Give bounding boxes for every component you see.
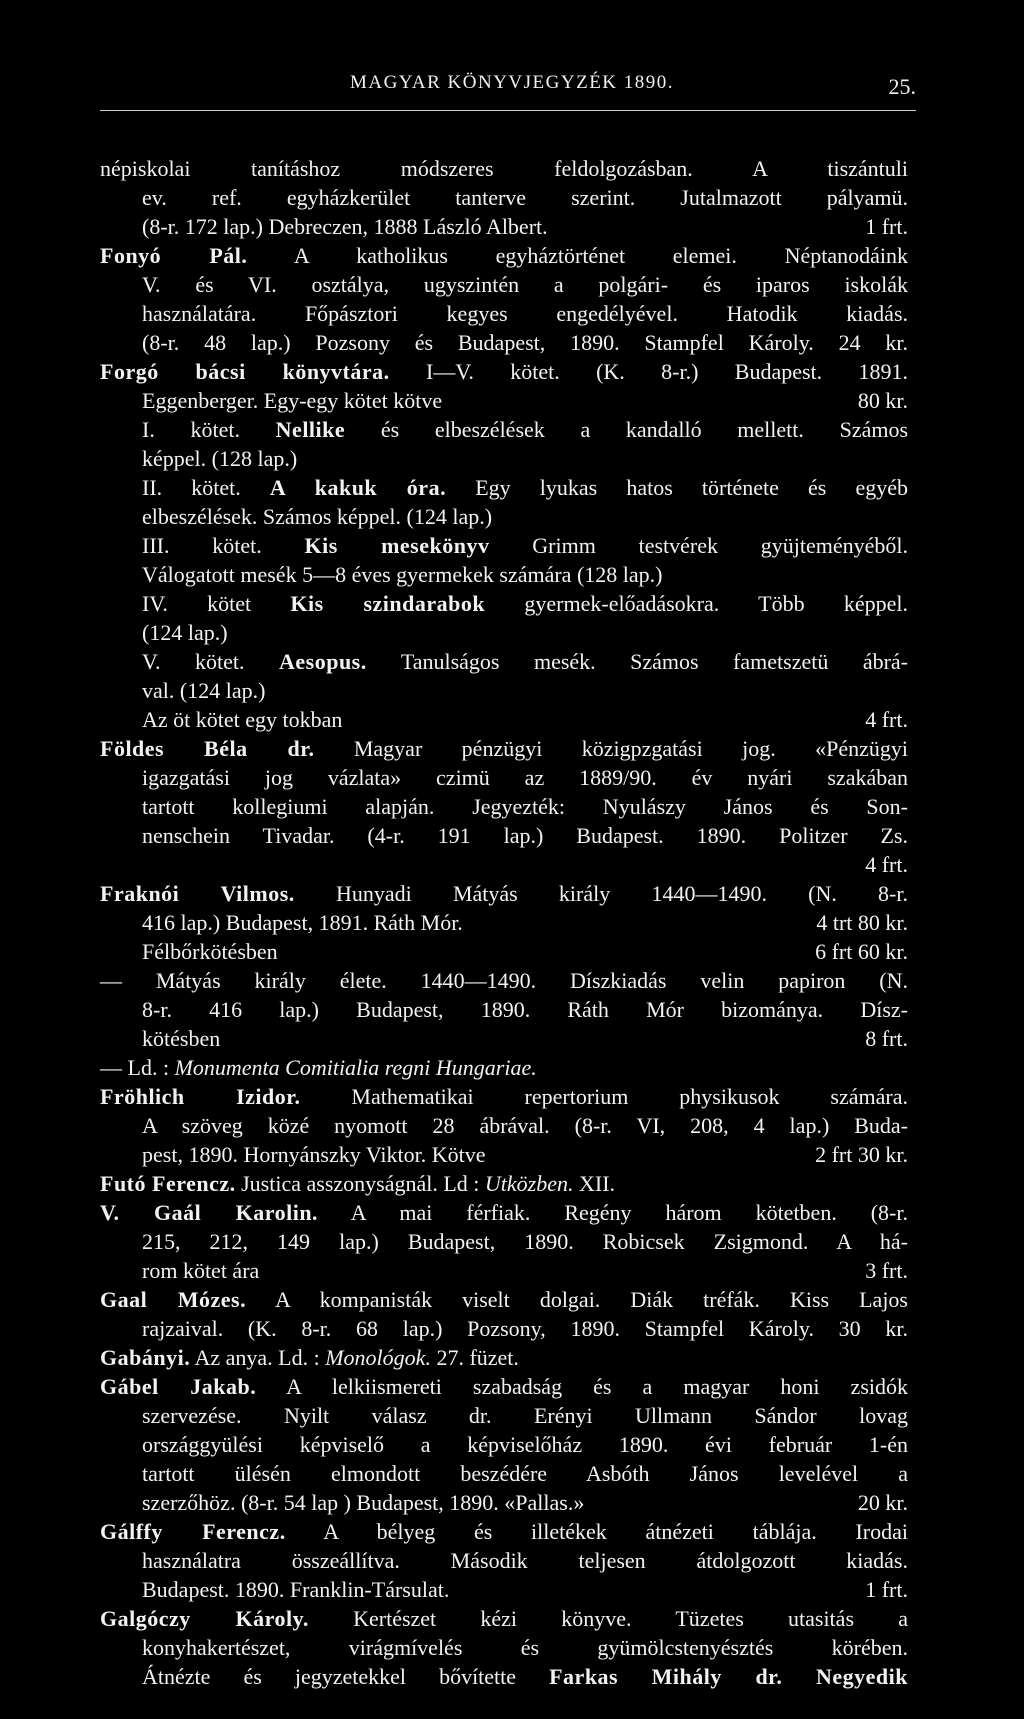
- text-line: Félbőrkötésben 6 frt 60 kr.: [142, 939, 908, 964]
- price: 3 frt.: [865, 1258, 908, 1283]
- entry-line: Fraknói Vilmos. Hunyadi Mátyás király 1440—1490. (N. 8-r.: [100, 881, 908, 906]
- text-line: 416 lap.) Budapest, 1891. Ráth Mór. 4 trt 80 kr.: [142, 910, 908, 935]
- text-line: val. (124 lap.): [142, 678, 266, 703]
- price: 1 frt.: [865, 214, 908, 239]
- author-name: Gábel Jakab.: [100, 1374, 257, 1399]
- text-line: szerzőhöz. (8-r. 54 lap ) Budapest, 1890. «Pallas.» 20 kr.: [142, 1490, 908, 1515]
- entry-line: Gabányi. Az anya. Ld. : Monológok. 27. füzet.: [100, 1345, 519, 1370]
- running-title: MAGYAR KÖNYVJEGYZÉK 1890.: [349, 72, 675, 93]
- volume-title: Nellike: [275, 417, 346, 442]
- price: 6 frt 60 kr.: [815, 939, 908, 964]
- text-line: tartott kollegiumi alapján. Jegyezték: Nyulászy János és Son-: [142, 794, 908, 819]
- text-line: Eggenberger. Egy-egy kötet kötve 80 kr.: [142, 388, 908, 413]
- text-line: II. kötet. A kakuk óra. Egy lyukas hatos története és egyéb: [142, 475, 909, 500]
- author-name: Fraknói Vilmos.: [100, 881, 295, 906]
- price: 4 frt.: [865, 707, 908, 732]
- text-line: (8-r. 172 lap.) Debreczen, 1888 László Albert. 1 frt.: [142, 214, 908, 239]
- text-line: elbeszélések. Számos képpel. (124 lap.): [142, 504, 493, 529]
- text-line: használatára. Főpásztori kegyes engedélyével. Hatodik kiadás.: [142, 301, 908, 326]
- catalog-text: [100, 154, 908, 1691]
- cross-reference: Monológok.: [325, 1345, 431, 1370]
- text-line: (8-r. 48 lap.) Pozsony és Budapest, 1890. Stampfel Károly. 24 kr.: [142, 330, 908, 355]
- volume-title: Kis mesekönyv: [304, 533, 490, 558]
- text-line: [100, 850, 908, 879]
- text-line: pest, 1890. Hornyánszky Viktor. Kötve 2 frt 30 kr.: [142, 1142, 908, 1167]
- author-name: Gaal Mózes.: [100, 1287, 247, 1312]
- cross-reference: Utközben.: [484, 1171, 574, 1196]
- text-line: A szöveg közé nyomott 28 ábrával. (8-r. VI, 208, 4 lap.) Buda-: [142, 1113, 908, 1138]
- text-line: országgyülési képviselő a képviselőház 1890. évi február 1-én: [142, 1432, 908, 1457]
- entry-line: — Mátyás király élete. 1440—1490. Díszkiadás velin papiron (N.: [100, 968, 908, 993]
- text-line: nenschein Tivadar. (4-r. 191 lap.) Budapest. 1890. Politzer Zs.: [142, 823, 908, 848]
- volume-title: Aesopus.: [279, 649, 367, 674]
- text-line: képpel. (128 lap.): [142, 446, 298, 471]
- price: 8 frt.: [865, 1026, 908, 1051]
- text-line: 8-r. 416 lap.) Budapest, 1890. Ráth Mór bizománya. Dísz-: [142, 997, 908, 1022]
- author-name: Fröhlich Izidor.: [100, 1084, 301, 1109]
- text-line: Budapest. 1890. Franklin-Társulat. 1 frt.: [142, 1577, 908, 1602]
- volume-title: A kakuk óra.: [269, 475, 447, 500]
- text-line: V. kötet. Aesopus. Tanulságos mesék. Számos fametszetü ábrá-: [142, 649, 908, 674]
- text-line: III. kötet. Kis mesekönyv Grimm testvérek gyüjteményéből.: [142, 533, 909, 558]
- author-name: V. Gaál Karolin.: [100, 1200, 319, 1225]
- entry-line: V. Gaál Karolin. A mai férfiak. Regény három kötetben. (8-r.: [100, 1200, 908, 1225]
- price: 2 frt 30 kr.: [815, 1142, 908, 1167]
- entry-line: Gálffy Ferencz. A bélyeg és illetékek átnézeti táblája. Irodai: [100, 1519, 908, 1544]
- text-line: Átnézte és jegyzetekkel bővítette Farkas Mihály dr. Negyedik: [142, 1664, 908, 1689]
- text-line: használatra összeállítva. Második teljesen átdolgozott kiadás.: [142, 1548, 908, 1573]
- price: 4 trt 80 kr.: [816, 910, 908, 935]
- text-line: szervezése. Nyilt válasz dr. Erényi Ullmann Sándor lovag: [142, 1403, 908, 1428]
- header-rule: [100, 110, 916, 111]
- entry-line: — Ld. : Monumenta Comitialia regni Hungariae.: [100, 1055, 537, 1080]
- price: 20 kr.: [857, 1490, 908, 1515]
- entry-line: Gábel Jakab. A lelkiismereti szabadság és a magyar honi zsidók: [100, 1374, 908, 1399]
- text-line: rom kötet ára 3 frt.: [142, 1258, 908, 1283]
- text-line: V. és VI. osztálya, ugyszintén a polgári- és iparos iskolák: [142, 272, 908, 297]
- entry-line: Futó Ferencz. Justica asszonyságnál. Ld : Utközben. XII.: [100, 1171, 616, 1196]
- text-line: népiskolai tanításhoz módszeres feldolgozásban. A tiszántuli: [100, 156, 908, 181]
- text-line: kötésben 8 frt.: [142, 1026, 908, 1051]
- text-line: rajzaival. (K. 8-r. 68 lap.) Pozsony, 1890. Stampfel Károly. 30 kr.: [142, 1316, 908, 1341]
- entry-line: Gaal Mózes. A kompanisták viselt dolgai. Diák tréfák. Kiss Lajos: [100, 1287, 908, 1312]
- editor-name: Farkas Mihály dr. Negyedik: [549, 1664, 908, 1689]
- text-line: I. kötet. Nellike és elbeszélések a kandalló mellett. Számos: [142, 417, 909, 442]
- text-line: IV. kötet Kis szindarabok gyermek-előadásokra. Több képpel.: [142, 591, 909, 616]
- text-line: konyhakertészet, virágmívelés és gyümölcstenyésztés körében.: [142, 1635, 908, 1660]
- entry-line: Fonyó Pál. A katholikus egyháztörténet elemei. Néptanodáink: [100, 243, 908, 268]
- text-line: igazgatási jog vázlata» czimü az 1889/90. év nyári szakában: [142, 765, 908, 790]
- entry-line: Földes Béla dr. Magyar pénzügyi közigpzgatási jog. «Pénzügyi: [100, 736, 908, 761]
- text-line: ev. ref. egyházkerület tanterve szerint. Jutalmazott pályamü.: [142, 185, 908, 210]
- volume-title: Kis szindarabok: [290, 591, 486, 616]
- author-name: Futó Ferencz.: [100, 1171, 236, 1196]
- page-number: 25.: [888, 74, 916, 99]
- running-head: [100, 72, 924, 106]
- author-name: Gabányi.: [100, 1345, 191, 1370]
- price: 4 frt.: [865, 852, 908, 877]
- author-name: Fonyó Pál.: [100, 243, 248, 268]
- text-line: tartott ülésén elmondott beszédére Asbóth János levelével a: [142, 1461, 908, 1486]
- entry-line: Galgóczy Károly. Kertészet kézi könyve. Tüzetes utasitás a: [100, 1606, 908, 1631]
- text-line: 215, 212, 149 lap.) Budapest, 1890. Robicsek Zsigmond. A há-: [142, 1229, 908, 1254]
- text-line: Az öt kötet egy tokban 4 frt.: [142, 707, 908, 732]
- text-line: (124 lap.): [142, 620, 228, 645]
- text-line: Válogatott mesék 5—8 éves gyermekek számára (128 lap.): [142, 562, 663, 587]
- entry-line: Fröhlich Izidor. Mathematikai repertorium physikusok számára.: [100, 1084, 908, 1109]
- price: 1 frt.: [865, 1577, 908, 1602]
- author-name: Gálffy Ferencz.: [100, 1519, 286, 1544]
- price: 80 kr.: [857, 388, 908, 413]
- author-name: Földes Béla dr.: [100, 736, 315, 761]
- series-title: Forgó bácsi könyvtára.: [100, 359, 390, 384]
- cross-reference: Monumenta Comitialia regni Hungariae.: [174, 1055, 537, 1080]
- author-name: Galgóczy Károly.: [100, 1606, 309, 1631]
- entry-line: Forgó bácsi könyvtára. I—V. kötet. (K. 8-r.) Budapest. 1891.: [100, 359, 908, 384]
